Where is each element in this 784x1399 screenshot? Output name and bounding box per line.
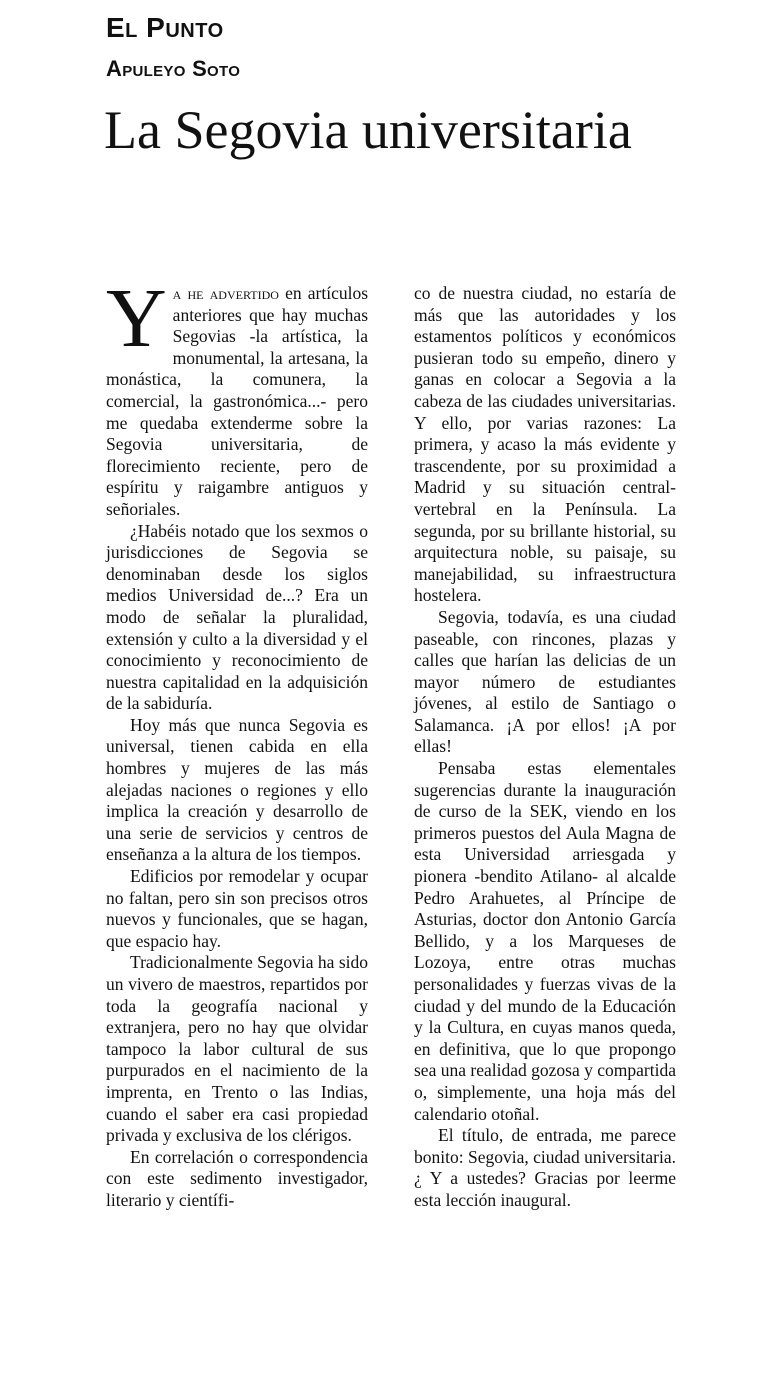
article-paragraph: Segovia, todavía, es una ciudad paseable, con rincones, plazas y calles que harían las delicias de un mayor número de estudiantes jóvenes, al estilo de Santiago o Salamanca. ¡A por ellos! ¡A por ellas! bbox=[414, 606, 676, 757]
lead-smallcaps: a he advertido bbox=[172, 283, 279, 303]
article-paragraph: co de nuestra ciudad, no estaría de más que las autoridades y los estamentos políticos y económicos pusieran todo su empeño, dinero y ganas en colocar a Segovia a la cabeza de las ciudades universitarias. Y ello, por varias razones: La primera, y acaso la más evidente y trascendente, por su proximidad a Madrid y su situación central-vertebral en la Península. La segunda, por su brillante historial, su arquitectura noble, su paisaje, su manejabilidad, su infraestructura hostelera. bbox=[414, 283, 676, 606]
article-title: La Segovia universitaria bbox=[104, 100, 632, 160]
drop-cap: Y bbox=[106, 272, 167, 365]
lead-text: en artículos anteriores que hay muchas Segovias -la artística, la monumental, la artesana, la monástica, la comunera, la comercial, la gastronómica...- pero me quedaba extenderme sobre la Segovia universitaria, de florecimiento reciente, pero de espíritu y raigambre antiguos y señoriales. bbox=[106, 283, 369, 519]
article-paragraph: En correlación o correspondencia con este sedimento investigador, literario y científi- bbox=[106, 1146, 368, 1210]
article-column-right bbox=[414, 283, 676, 1212]
article-paragraph: Edificios por remodelar y ocupar no faltan, pero sin son precisos otros nuevos y funcionales, que se hagan, que espacio hay. bbox=[106, 866, 368, 951]
article-paragraph: El título, de entrada, me parece bonito: Segovia, ciudad universitaria. ¿ Y a ustedes? Gracias por leerme esta lección inaugural. bbox=[414, 1125, 676, 1210]
author-byline: Apuleyo Soto bbox=[106, 56, 241, 81]
article-paragraph: Tradicionalmente Segovia ha sido un vivero de maestros, repartidos por toda la geografía nacional y extranjera, pero no hay que olvidar tampoco la labor cultural de sus purpurados en el nacimiento de la imprenta, en Trento o las Indias, cuando el saber era casi propiedad privada y exclusiva de los clérigos. bbox=[106, 952, 368, 1146]
article-column-left bbox=[106, 272, 369, 1212]
article-paragraph: Hoy más que nunca Segovia es universal, tienen cabida en ella hombres y mujeres de las más alejadas naciones o regiones y ello implica la creación y desarrollo de una serie de servicios y centros de enseñanza a la altura de los tiempos. bbox=[106, 714, 368, 865]
section-label: El Punto bbox=[106, 12, 224, 43]
article-paragraph bbox=[106, 272, 369, 521]
article-paragraph: Pensaba estas elementales sugerencias durante la inauguración de curso de la SEK, viendo en los primeros puestos del Aula Magna de esta Universidad arriesgada y pionera -bendito Atilano- al alcalde Pedro Arahuetes, al Príncipe de Asturias, doctor don Antonio García Bellido, y a los Marqueses de Lozoya, entre otras muchas personalidades y fuerzas vivas de la ciudad y del mundo de la Educación y la Cultura, en cuyas manos queda, en definitiva, que lo que propongo sea una realidad gozosa y compartida o, simplemente, una hoja más del calendario otoñal. bbox=[414, 758, 676, 1124]
article-paragraph: ¿Habéis notado que los sexmos o jurisdicciones de Segovia se denominaban desde los siglos medios Universidad de...? Era un modo de señalar la pluralidad, extensión y culto a la diversidad y el conocimiento y reconocimiento de nuestra capitalidad en la adquisición de la sabiduría. bbox=[106, 520, 368, 714]
